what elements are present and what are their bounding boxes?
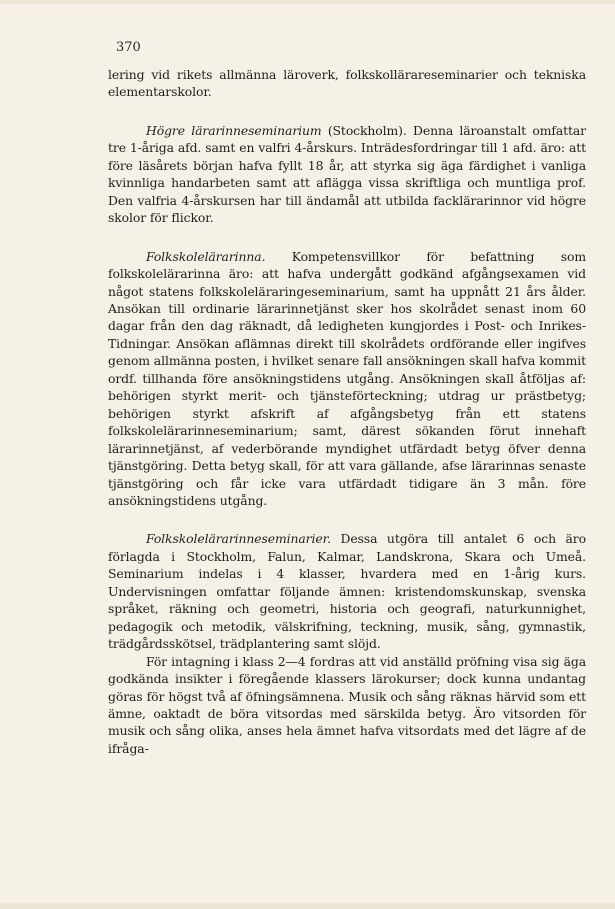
paragraph-continuation bbox=[108, 66, 586, 101]
paragraph-text: För intagning i klass 2—4 fordras att vid anställd pröfning visa sig äga godkända insikter i föregående klassers lärokurser; dock kunna undantag göras för högst två af öfningsämnena. Musik och sång räknas härvid som ett ämne, oaktadt de böra vitsordas med särskilda betyg. Äro vitsorden för musik och sång olika, anses hela ämnet hafva vitsordats med det lägre af de ifråga- bbox=[108, 653, 586, 756]
paragraph-hogre-lararinneseminarium bbox=[108, 122, 586, 227]
paragraph-heading: Folkskolelärarinna. bbox=[146, 248, 266, 264]
paragraph-text: lering vid rikets allmänna läroverk, folkskollärareseminarier och tekniska elementarskolor. bbox=[108, 67, 586, 100]
scan-edge-top bbox=[0, 0, 615, 4]
body-text bbox=[108, 66, 586, 757]
paragraph-text: Kompetensvillkor för befattning som folkskolelärarinna äro: att hafva undergått godkänd afgångsexamen vid något statens folkskoleläraringeseminarium, samt ha uppnått 21 års ålder. Ansökan till ordinarie lärarinnetjänst sker hos skolrådet senast inom 60 dagar från den dag räknadt, då ledigheten kungjordes i Post- och Inrikes-Tidningar. Ansökan aflämnas direkt till skolrådets ordförande eller ingifves genom allmänna posten, i hvilket senare fall ansökningen skall hafva kommit ordf. tillhanda före ansökningstidens utgång. Ansökningen skall åtföljas af: behörigen styrkt merit- och tjänsteförteckning; utdrag ur prästbetyg; behörigen styrkt afskrift af afgångsbetyg från ett statens folkskolelärarinneseminarium; samt, därest sökanden förut innehaft lärarinnetjänst, af vederbörande myndighet utfärdadt betyg öfver denna tjänstgöring. Detta betyg skall, för att vara gällande, afse lärarinnas senaste tjänstgöring och får icke vara utfärdadt tidigare än 3 mån. före ansökningstidens utgång. bbox=[108, 248, 586, 508]
paragraph-folkskolelararinna bbox=[108, 248, 586, 510]
paragraph-heading: Folkskolelärarinneseminarier. bbox=[146, 531, 331, 547]
paragraph-text: Dessa utgöra till antalet 6 och äro förlagda i Stockholm, Falun, Kalmar, Landskrona, Skara och Umeå. Seminarium indelas i 4 klasser, hvardera med en 1-årig kurs. Undervisningen omfattar följande ämnen: kristendomskunskap, svenska språket, räkning och geometri, historia och geografi, naturkunnighet, pedagogik och metodik, välskrifning, teckning, musik, sång, gymnastik, trädgårdsskötsel, trädplantering samt slöjd. bbox=[108, 531, 586, 652]
scan-edge-bottom bbox=[0, 903, 615, 909]
paragraph-folkskolelararinneseminarier bbox=[108, 530, 586, 652]
paragraph-intagning bbox=[108, 653, 586, 758]
paragraph-heading: Högre lärarinneseminarium bbox=[146, 122, 322, 138]
page-number: 370 bbox=[116, 40, 141, 55]
paragraph-text: (Stockholm). Denna läroanstalt omfattar tre 1-åriga afd. samt en valfri 4-årskurs. Inträdesfordringar till 1 afd. äro: att före läsårets början hafva fyllt 18 år, att styrka sig äga färdighet i vanliga kvinnliga handarbeten samt att aflägga vissa skriftliga och muntliga prof. Den valfria 4-årskursen har till ändamål att utbilda facklärarinnor vid högre skolor för flickor. bbox=[108, 122, 586, 226]
